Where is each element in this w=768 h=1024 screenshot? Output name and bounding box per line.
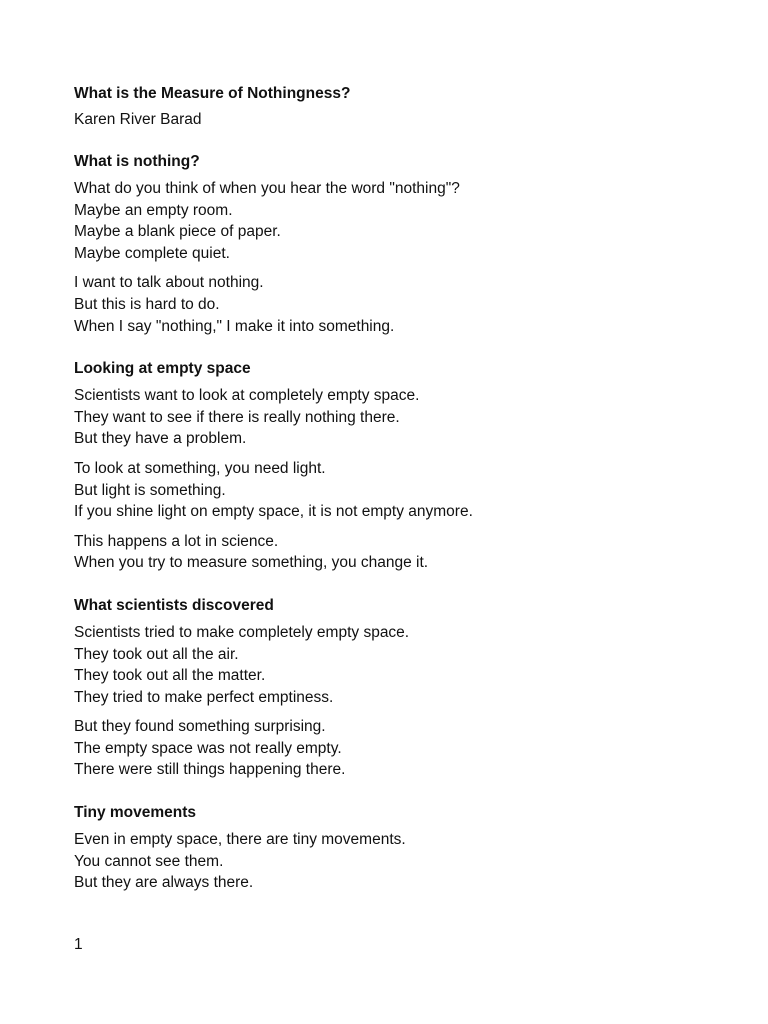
text-line: But they have a problem.	[74, 430, 247, 448]
paragraph	[74, 178, 714, 264]
text-line: But they are always there.	[74, 874, 254, 892]
text-line: This happens a lot in science.	[74, 532, 279, 550]
text-line: When you try to measure something, you change it.	[74, 554, 429, 572]
section-what-is-nothing	[74, 152, 714, 337]
section-looking-at-empty-space	[74, 359, 714, 574]
text-line: You cannot see them.	[74, 852, 224, 870]
paragraph	[74, 272, 714, 337]
text-line: Maybe an empty room.	[74, 201, 233, 219]
page-number: 1	[74, 936, 83, 953]
section-heading: What scientists discovered	[74, 596, 274, 614]
text-line: Scientists want to look at completely empty space.	[74, 387, 420, 405]
text-line: But this is hard to do.	[74, 295, 220, 313]
text-line: They took out all the matter.	[74, 667, 266, 685]
section-what-scientists-discovered	[74, 596, 714, 781]
section-heading: Tiny movements	[74, 804, 197, 822]
text-line: Maybe a blank piece of paper.	[74, 223, 281, 241]
paragraph	[74, 622, 714, 708]
paragraph	[74, 385, 714, 450]
text-line: Scientists tried to make completely empty space.	[74, 623, 410, 641]
document-author: Karen River Barad	[74, 111, 202, 128]
text-line: But light is something.	[74, 481, 226, 499]
document-page	[74, 84, 714, 894]
section-tiny-movements	[74, 803, 714, 894]
text-line: When I say "nothing," I make it into something.	[74, 317, 395, 335]
section-heading: Looking at empty space	[74, 360, 251, 378]
text-line: Maybe complete quiet.	[74, 244, 230, 262]
text-line: What do you think of when you hear the word "nothing"?	[74, 180, 460, 197]
text-line: They want to see if there is really nothing there.	[74, 408, 400, 426]
text-line: Even in empty space, there are tiny movements.	[74, 831, 406, 849]
paragraph	[74, 716, 714, 781]
text-line: There were still things happening there.	[74, 761, 346, 779]
text-line: But they found something surprising.	[74, 718, 326, 736]
text-line: If you shine light on empty space, it is not empty anymore.	[74, 503, 473, 521]
section-heading: What is nothing?	[74, 153, 200, 170]
text-line: The empty space was not really empty.	[74, 739, 342, 757]
paragraph	[74, 458, 714, 523]
text-line: They tried to make perfect emptiness.	[74, 688, 334, 706]
paragraph	[74, 829, 714, 894]
document-title: What is the Measure of Nothingness?	[74, 85, 351, 102]
text-line: To look at something, you need light.	[74, 459, 326, 477]
text-line: I want to talk about nothing.	[74, 274, 264, 292]
text-line: They took out all the air.	[74, 645, 239, 663]
paragraph	[74, 531, 714, 574]
